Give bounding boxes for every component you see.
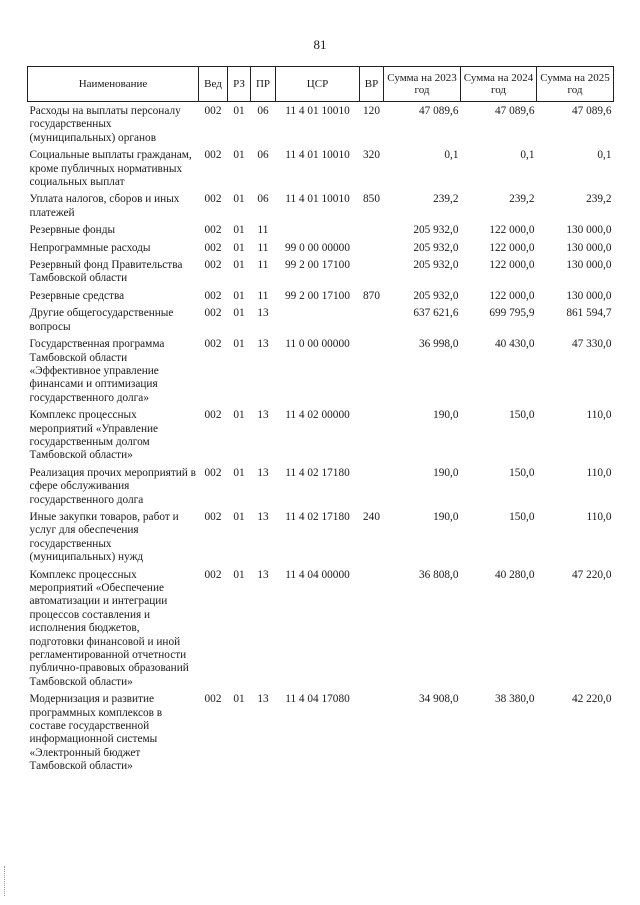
cell-sum-2023: 0,1 [444,149,459,162]
cell-rz: 01 [233,241,245,254]
cell-vr [360,221,384,238]
cell-name: Резервные фонды [29,224,116,237]
cell-sum-2024: 122 000,0 [489,259,535,272]
cell-ved: 002 [204,466,222,479]
table-row [28,508,614,566]
budget-table [27,66,614,775]
cell-name: Резервный фонд Правительства Тамбовской области [29,259,183,285]
cell-csr: 11 4 01 10010 [285,149,350,162]
cell-pr: 06 [257,149,269,162]
cell-sum-2025: 130 000,0 [566,241,612,254]
cell-name: Иные закупки товаров, работ и услуг для обеспечения государственных (муниципальных) нужд [29,510,179,564]
margin-dots [4,866,7,896]
table-header-row [28,67,614,102]
cell-sum-2023: 47 089,6 [418,105,459,117]
cell-sum-2024: 47 089,6 [494,105,535,117]
cell-sum-2024: 122 000,0 [489,224,535,237]
cell-sum-2023: 205 932,0 [413,241,459,254]
cell-pr: 11 [257,241,269,254]
cell-sum-2023: 190,0 [433,466,459,479]
cell-csr: 99 2 00 17100 [285,289,350,302]
table-row [28,335,614,406]
cell-ved: 002 [204,693,222,706]
table-row [28,690,614,774]
cell-vr [360,464,384,508]
cell-rz: 01 [233,693,245,706]
table-row [28,566,614,691]
cell-sum-2024: 122 000,0 [489,241,535,254]
cell-ved: 002 [204,409,222,422]
header-csr: ЦСР [276,67,360,102]
table-row [28,190,614,221]
cell-sum-2024: 122 000,0 [489,289,535,302]
cell-csr [276,221,360,238]
cell-name: Резервные средства [29,289,125,302]
cell-sum-2025: 239,2 [586,193,612,206]
cell-csr: 99 0 00 00000 [285,241,350,254]
cell-sum-2023: 205 932,0 [413,224,459,237]
cell-name: Уплата налогов, сборов и иных платежей [29,193,180,219]
cell-vr [360,239,384,256]
cell-pr: 13 [257,307,269,320]
cell-name: Социальные выплаты гражданам, кроме публичных нормативных социальных выплат [29,149,192,189]
cell-rz: 01 [233,224,245,237]
cell-pr: 13 [257,466,269,479]
cell-csr: 11 4 02 17180 [285,510,350,523]
cell-ved: 002 [204,149,222,162]
cell-ved: 002 [204,289,222,302]
cell-sum-2023: 36 808,0 [418,568,459,581]
cell-sum-2023: 190,0 [433,510,459,523]
cell-sum-2023: 205 932,0 [413,259,459,272]
cell-sum-2023: 34 908,0 [418,693,459,706]
cell-sum-2025: 0,1 [597,149,612,162]
cell-vr [360,566,384,691]
cell-sum-2024: 38 380,0 [494,693,535,706]
cell-csr: 11 4 01 10010 [285,193,350,206]
cell-vr [360,335,384,406]
cell-pr: 11 [257,289,269,302]
cell-rz: 01 [233,289,245,302]
header-ved: Вед [199,67,228,102]
header-sum-2024: Сумма на 2024 год [461,67,537,102]
cell-ved: 002 [204,224,222,237]
cell-vr [360,406,384,464]
cell-rz: 01 [233,466,245,479]
cell-rz: 01 [233,259,245,272]
cell-ved: 002 [204,105,222,117]
table-row [28,304,614,335]
cell-pr: 06 [257,193,269,206]
cell-ved: 002 [204,568,222,581]
cell-sum-2023: 205 932,0 [413,289,459,302]
cell-sum-2025: 130 000,0 [566,259,612,272]
cell-sum-2025: 47 089,6 [571,105,612,117]
cell-ved: 002 [204,307,222,320]
cell-pr: 11 [257,259,269,272]
cell-pr: 06 [257,105,269,117]
cell-pr: 13 [257,338,269,351]
cell-csr: 11 4 01 10010 [285,105,350,117]
header-sum-2023: Сумма на 2023 год [384,67,461,102]
cell-sum-2025: 110,0 [586,409,612,422]
cell-sum-2025: 47 220,0 [571,568,612,581]
cell-vr: 120 [363,105,380,117]
cell-sum-2025: 42 220,0 [571,693,612,706]
cell-pr: 13 [257,693,269,706]
cell-name: Расходы на выплаты персоналу государственных (муниципальных) органов [29,105,181,144]
table-row [28,221,614,238]
table-row [28,464,614,508]
cell-sum-2025: 110,0 [586,510,612,523]
cell-vr [360,256,384,287]
header-pr: ПР [251,67,276,102]
cell-rz: 01 [233,338,245,351]
cell-csr: 11 4 02 00000 [285,409,350,422]
cell-vr: 850 [363,193,380,206]
cell-rz: 01 [233,510,245,523]
table-row [28,146,614,190]
cell-csr: 99 2 00 17100 [285,259,350,272]
cell-vr: 320 [363,149,380,162]
cell-rz: 01 [233,568,245,581]
cell-sum-2023: 36 998,0 [418,338,459,351]
header-vr: ВР [360,67,384,102]
cell-sum-2025: 47 330,0 [571,338,612,351]
cell-sum-2024: 699 795,9 [489,307,535,320]
cell-sum-2024: 0,1 [520,149,535,162]
cell-sum-2025: 130 000,0 [566,224,612,237]
cell-pr: 11 [257,224,269,237]
cell-rz: 01 [233,307,245,320]
cell-csr: 11 4 02 17180 [285,466,350,479]
page-number: 81 [313,37,327,52]
cell-pr: 13 [257,510,269,523]
cell-name: Непрограммные расходы [29,241,151,254]
cell-vr [360,304,384,335]
table-row [28,256,614,287]
cell-rz: 01 [233,409,245,422]
cell-name: Комплекс процессных мероприятий «Обеспечение автоматизации и интеграции процессов составления и исполнения бюджетов, подготовки финансовой и иной регламентированной отчетности публично-правовых образований Тамбовской области» [29,568,189,688]
cell-sum-2024: 150,0 [509,409,535,422]
cell-vr [360,690,384,774]
cell-sum-2023: 239,2 [433,193,459,206]
cell-csr: 11 0 00 00000 [285,338,350,351]
header-name: Наименование [28,67,199,102]
table-row [28,102,614,147]
cell-sum-2023: 637 621,6 [413,307,459,320]
cell-pr: 13 [257,409,269,422]
cell-name: Комплекс процессных мероприятий «Управление государственным долгом Тамбовской области» [29,409,159,462]
table-row [28,239,614,256]
cell-rz: 01 [233,193,245,206]
cell-vr: 870 [363,289,380,302]
cell-sum-2023: 190,0 [433,409,459,422]
cell-ved: 002 [204,510,222,523]
cell-sum-2024: 150,0 [509,466,535,479]
cell-vr: 240 [363,510,380,523]
cell-name: Другие общегосударственные вопросы [29,307,174,333]
cell-rz: 01 [233,149,245,162]
cell-pr: 13 [257,568,269,581]
cell-csr [276,304,360,335]
cell-sum-2024: 150,0 [509,510,535,523]
table-row [28,287,614,304]
header-sum-2025: Сумма на 2025 год [537,67,614,102]
cell-csr: 11 4 04 17080 [285,693,350,706]
cell-name: Модернизация и развитие программных комплексов в составе государственной информационной системы «Электронный бюджет Тамбовской области» [29,693,163,773]
cell-sum-2025: 861 594,7 [566,307,612,320]
cell-csr: 11 4 04 00000 [285,568,350,581]
table-row [28,406,614,464]
cell-sum-2025: 130 000,0 [566,289,612,302]
cell-ved: 002 [204,193,222,206]
cell-sum-2024: 239,2 [509,193,535,206]
cell-name: Государственная программа Тамбовской области «Эффективное управление финансами и оптимизация государственного долга» [29,338,165,404]
cell-ved: 002 [204,338,222,351]
cell-sum-2025: 110,0 [586,466,612,479]
header-rz: РЗ [228,67,251,102]
cell-sum-2024: 40 430,0 [494,338,535,351]
cell-sum-2024: 40 280,0 [494,568,535,581]
cell-name: Реализация прочих мероприятий в сфере обслуживания государственного долга [29,466,197,506]
cell-ved: 002 [204,259,222,272]
cell-ved: 002 [204,241,222,254]
cell-rz: 01 [233,105,245,117]
